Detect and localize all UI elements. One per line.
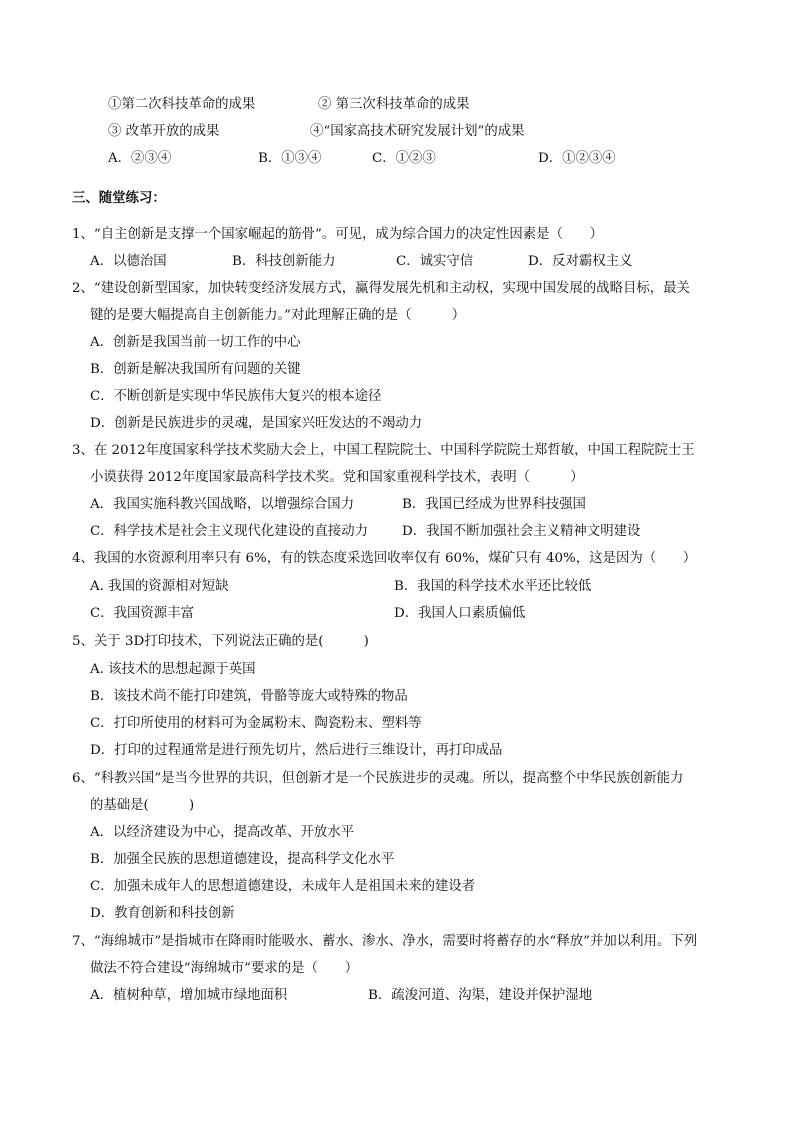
prev-option-d: D．①②③④	[538, 151, 616, 166]
statement-3: ③ 改革开放的成果	[108, 124, 220, 139]
statement-4: ④“国家高技术研究发展计划”的成果	[310, 124, 525, 139]
q2-option-d: D．创新是民族进步的灵魂，是国家兴旺发达的不竭动力	[90, 416, 423, 431]
q3-option-c: C．科学技术是社会主义现代化建设的直接动力	[90, 524, 369, 539]
q1-option-b: B．科技创新能力	[232, 254, 336, 269]
q7-stem-line2: 做法不符合建设“海绵城市”要求的是（ ）	[90, 961, 359, 976]
q6-option-a: A．以经济建设为中心，提高改革、开放水平	[90, 825, 355, 840]
q2-stem-line2: 键的是要大幅提高自主创新能力。”对此理解正确的是（ ）	[90, 308, 466, 323]
q1-option-a: A．以德治国	[90, 254, 167, 269]
q3-stem-line2: 小谟获得 2012年度国家最高科学技术奖。党和国家重视科学技术，表明（ ）	[90, 470, 584, 485]
q7-stem-line1: 7、“海绵城市”是指城市在降雨时能吸水、蓄水、渗水、净水，需要时将蓄存的水“释放”并加以利用。下列	[72, 934, 698, 949]
q5-option-c: C．打印所使用的材料可为金属粉末、陶瓷粉末、塑料等	[90, 716, 422, 731]
q4-stem: 4、我国的水资源利用率只有 6%，有的铁态度采选回收率仅有 60%，煤矿只有 40%，这是因为（ ）	[72, 551, 697, 566]
q2-stem-line1: 2、“建设创新型国家，加快转变经济发展方式，赢得发展先机和主动权，实现中国发展的战略目标，最关	[72, 281, 690, 296]
section-heading: 三、随堂练习：	[72, 190, 166, 206]
prev-option-a: A．②③④	[108, 151, 172, 166]
q6-option-b: B．加强全民族的思想道德建设，提高科学文化水平	[90, 852, 395, 867]
q6-stem-line2: 的基础是( )	[90, 798, 195, 813]
q3-option-a: A．我国实施科教兴国战略，以增强综合国力	[90, 497, 355, 512]
q4-option-a: A. 我国的资源相对短缺	[90, 579, 229, 594]
q4-option-c: C．我国资源丰富	[90, 606, 194, 621]
q7-option-a: A．植树种草，增加城市绿地面积	[90, 988, 288, 1003]
q3-option-b: B．我国已经成为世界科技强国	[402, 497, 586, 512]
q5-option-a: A. 该技术的思想起源于英国	[90, 662, 256, 677]
q7-option-b: B．疏浚河道、沟渠，建设并保护湿地	[368, 988, 593, 1003]
q2-option-b: B．创新是解决我国所有问题的关键	[90, 362, 301, 377]
q5-stem: 5、关于 3D打印技术，下列说法正确的是( )	[72, 634, 369, 649]
prev-option-b: B．①③④	[258, 151, 322, 166]
q4-option-d: D．我国人口素质偏低	[394, 606, 526, 621]
q1-option-c: C．诚实守信	[396, 254, 474, 269]
q4-option-b: B．我国的科学技术水平还比较低	[394, 579, 592, 594]
q3-stem-line1: 3、在 2012年度国家科学技术奖励大会上，中国工程院院士、中国科学院院士郑哲敏，中国工程院院士王	[72, 443, 695, 458]
q6-option-d: D．教育创新和科技创新	[90, 906, 235, 921]
q6-option-c: C．加强未成年人的思想道德建设，未成年人是祖国未来的建设者	[90, 879, 476, 894]
q6-stem-line1: 6、“科教兴国”是当今世界的共识，但创新才是一个民族进步的灵魂。所以，提高整个中华民族创新能力	[72, 771, 684, 786]
q5-option-d: D．打印的过程通常是进行预先切片，然后进行三维设计，再打印成品	[90, 743, 503, 758]
q2-option-c: C．不断创新是实现中华民族伟大复兴的根本途径	[90, 389, 382, 404]
q1-stem: 1、“自主创新是支撑一个国家崛起的筋骨”。可见，成为综合国力的决定性因素是（ ）	[72, 227, 604, 242]
statement-2: ② 第三次科技革命的成果	[318, 97, 470, 112]
q1-option-d: D．反对霸权主义	[528, 254, 633, 269]
prev-option-c: C．①②③	[372, 151, 436, 166]
q3-option-d: D．我国不断加强社会主义精神文明建设	[402, 524, 641, 539]
q5-option-b: B．该技术尚不能打印建筑，骨骼等庞大或特殊的物品	[90, 689, 408, 704]
statement-1: ①第二次科技革命的成果	[108, 97, 256, 112]
q2-option-a: A．创新是我国当前一切工作的中心	[90, 335, 301, 350]
